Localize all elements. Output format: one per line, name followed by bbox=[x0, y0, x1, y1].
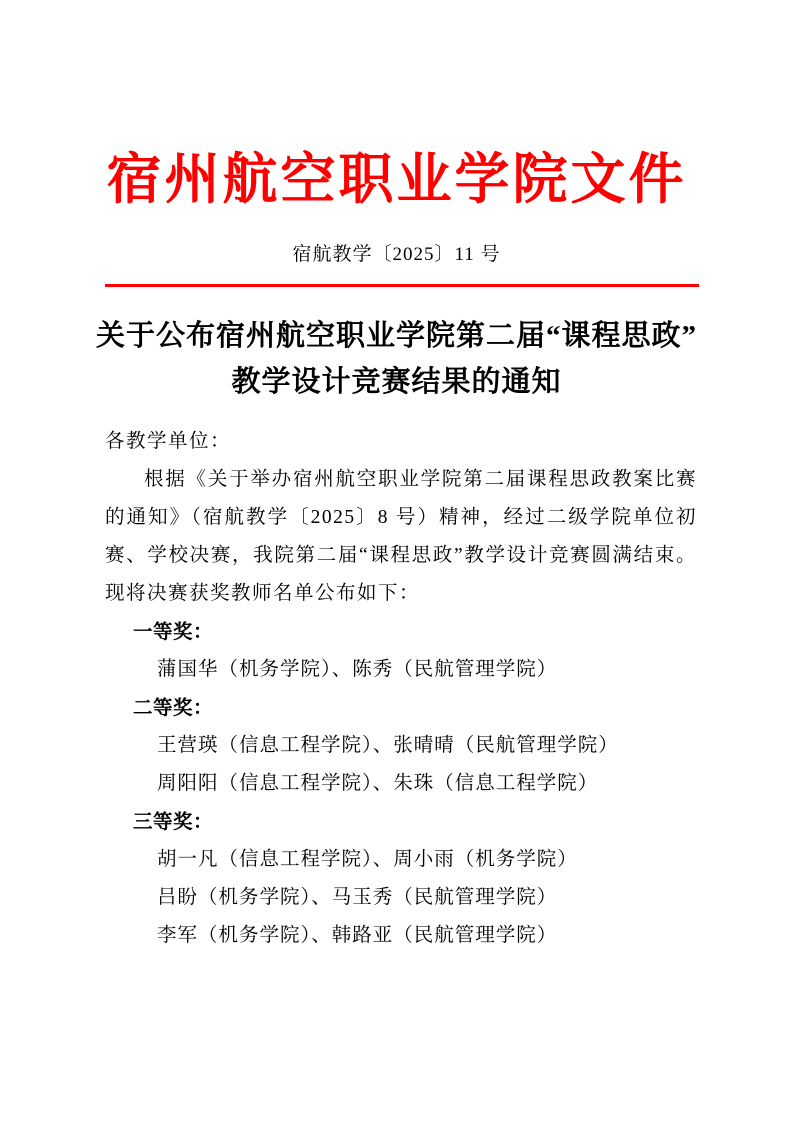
intro-paragraph: 根据《关于举办宿州航空职业学院第二届课程思政教案比赛的通知》（宿航教学〔2025〕8 号）精神，经过二级学院单位初赛、学校决赛，我院第二届“课程思政”教学设计竞赛圆满结束。现将决赛获奖教师名单公布如下： bbox=[105, 469, 697, 604]
award-level-third-prize: 三等奖： bbox=[133, 811, 214, 833]
award-winners-third-prize-row-3: 李军（机务学院）、韩路亚（民航管理学院） bbox=[157, 925, 558, 946]
award-winners-second-prize-row-1: 王营瑛（信息工程学院）、张晴晴（民航管理学院） bbox=[157, 735, 619, 756]
award-level-second-prize: 二等奖： bbox=[133, 697, 214, 719]
red-divider-line bbox=[105, 284, 699, 287]
notice-title-line2: 教学设计竞赛结果的通知 bbox=[231, 366, 562, 398]
award-level-first-prize: 一等奖： bbox=[133, 621, 214, 643]
award-winners-third-prize-row-1: 胡一凡（信息工程学院）、周小雨（机务学院） bbox=[157, 849, 578, 870]
award-winners-first-prize-row-1: 蒲国华（机务学院）、陈秀（民航管理学院） bbox=[157, 659, 558, 680]
red-header-banner-title: 宿州航空职业学院文件 bbox=[106, 149, 687, 210]
award-winners-third-prize-row-2: 吕盼（机务学院）、马玉秀（民航管理学院） bbox=[157, 887, 558, 908]
notice-title bbox=[0, 313, 793, 405]
notice-title-line1: 关于公布宿州航空职业学院第二届“课程思政” bbox=[95, 320, 697, 352]
award-winners-second-prize-row-2: 周阳阳（信息工程学院）、朱珠（信息工程学院） bbox=[157, 773, 599, 794]
notice-body bbox=[105, 423, 697, 955]
salutation: 各教学单位： bbox=[105, 431, 232, 452]
document-number: 宿航教学〔2025〕11 号 bbox=[292, 244, 501, 265]
